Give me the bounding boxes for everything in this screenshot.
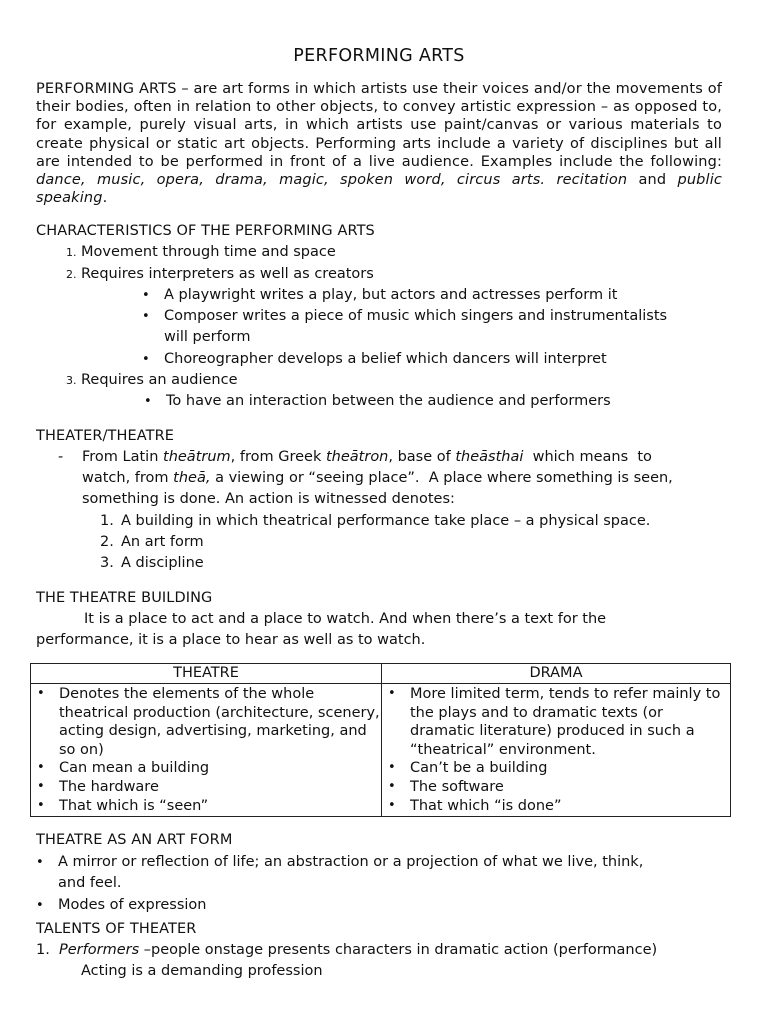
list-item-text: A discipline — [121, 555, 204, 571]
bullet-icon: • — [388, 760, 396, 776]
list-item — [66, 371, 238, 390]
greek-term: theātron — [325, 449, 389, 465]
dash-marker: - — [58, 449, 64, 465]
cell-text: The hardware — [59, 778, 159, 795]
list-item — [382, 759, 730, 778]
theatre-cell — [31, 684, 382, 817]
theater-line-1 — [82, 448, 652, 466]
building-line-2: performance, it is a place to hear as well as to watch. — [36, 632, 426, 648]
sub-list-item — [144, 392, 611, 411]
bullet-icon: • — [388, 778, 396, 794]
sub-list-item — [142, 307, 667, 326]
list-item-continuation: Acting is a demanding profession — [81, 963, 323, 979]
cell-text: Can mean a building — [59, 760, 210, 777]
list-item — [100, 554, 204, 572]
bullet-icon: • — [142, 352, 150, 367]
cell-text: That which “is done” — [410, 797, 562, 814]
list-item-text: A building in which theatrical performance take place – a physical space. — [121, 513, 651, 529]
list-item — [31, 759, 381, 778]
list-item — [100, 533, 204, 551]
greek-base-term: theāsthai — [455, 449, 524, 465]
list-item — [31, 685, 381, 759]
characteristics-heading: CHARACTERISTICS OF THE PERFORMING ARTS — [36, 223, 375, 239]
text-span: a viewing or “seeing place”. A place where something is seen, — [210, 470, 673, 486]
drama-cell — [382, 684, 731, 817]
page-title: PERFORMING ARTS — [293, 46, 465, 66]
theater-line-2 — [82, 469, 673, 487]
art-form-heading: THEATRE AS AN ART FORM — [36, 832, 233, 848]
table-header-row — [31, 664, 731, 684]
list-item — [382, 685, 730, 759]
sub-item-text: To have an interaction between the audience and performers — [166, 393, 611, 409]
intro-paragraph — [36, 80, 722, 207]
cell-text: Can’t be a building — [410, 760, 548, 777]
cell-text: More limited term, tends to refer mainly to the plays and to dramatic texts (or dramatic literature) produced in such a “theatrical” environment. — [410, 686, 721, 758]
cell-text: That which is “seen” — [59, 797, 209, 814]
bullet-icon: • — [144, 394, 152, 409]
sub-list-item — [142, 286, 617, 305]
list-number: 1. — [100, 513, 114, 529]
list-item-text: Movement through time and space — [81, 244, 336, 260]
list-item-text: –people onstage presents characters in dramatic action (performance) — [139, 942, 658, 958]
bullet-icon: • — [37, 778, 45, 794]
list-item-text: An art form — [121, 534, 204, 550]
sub-list-item — [142, 350, 607, 369]
theatre-list — [31, 685, 381, 815]
bullet-icon: • — [142, 309, 150, 324]
latin-term: theātrum — [163, 449, 231, 465]
list-item — [100, 512, 650, 530]
building-line-1: It is a place to act and a place to watch. And when there’s a text for the — [84, 611, 607, 627]
list-item-text: Requires an audience — [81, 372, 238, 388]
bullet-icon: • — [37, 797, 45, 813]
intro-and: and — [627, 172, 678, 189]
sub-item-text: Choreographer develops a belief which dancers will interpret — [164, 351, 607, 367]
list-number: 1. — [66, 246, 77, 259]
list-number: 2. — [100, 534, 114, 550]
bullet-icon: • — [142, 288, 150, 303]
cell-text: The software — [410, 778, 504, 795]
intro-lead: PERFORMING ARTS — [36, 81, 177, 97]
bullet-icon: • — [37, 760, 45, 776]
talents-heading: TALENTS OF THEATER — [36, 921, 197, 937]
bullet-icon: • — [388, 686, 396, 701]
sub-item-text: Composer writes a piece of music which singers and instrumentalists — [164, 308, 668, 324]
bullet-icon: • — [388, 797, 396, 813]
theater-line-3: something is done. An action is witnessed denotes: — [82, 491, 455, 507]
theatre-drama-table — [30, 663, 731, 817]
sub-item-continuation: will perform — [164, 329, 251, 345]
list-item — [36, 853, 643, 872]
list-number: 3. — [66, 374, 77, 387]
sub-item-text: A playwright writes a play, but actors and actresses perform it — [164, 287, 618, 303]
list-item-continuation: and feel. — [58, 875, 122, 891]
list-number: 2. — [66, 268, 77, 281]
cell-text: Denotes the elements of the whole theatrical production (architecture, scenery, acting design, advertising, marketing, and so on) — [59, 686, 380, 758]
list-item-text: Modes of expression — [58, 897, 207, 913]
bullet-icon: • — [36, 898, 44, 913]
text-span: watch, from — [82, 470, 174, 486]
list-item — [66, 265, 374, 284]
list-item-text: Requires interpreters as well as creators — [81, 266, 374, 282]
list-item — [66, 243, 336, 262]
intro-examples: dance, music, opera, drama, magic, spoken word, circus arts. recitation — [36, 172, 628, 189]
table-row — [31, 684, 731, 817]
intro-body: – are art forms in which artists use their voices and/or the movements of their bodies, often in relation to other objects, to convey artistic expression – as opposed to, for example, purely visual arts, in which artists use paint/canvas or various materials to create physical or static art objects. Performing arts include a variety of disciplines but all are intended to be performed in front of a live audience. Examples include the following: — [36, 81, 722, 170]
table-header-drama: DRAMA — [382, 664, 731, 684]
text-span: , base of — [388, 449, 456, 465]
intro-last-example: public speaking — [36, 172, 723, 207]
text-span: , from Greek — [230, 449, 326, 465]
list-item — [382, 797, 730, 816]
building-heading: THE THEATRE BUILDING — [36, 590, 213, 606]
table-header-theatre: THEATRE — [31, 664, 382, 684]
list-number: 1. — [36, 942, 50, 958]
list-item-text: A mirror or reflection of life; an abstraction or a projection of what we live, think, — [58, 854, 644, 870]
intro-end: . — [102, 190, 108, 207]
talent-term: Performers — [59, 942, 140, 958]
text-span: which means to — [523, 449, 652, 465]
list-item — [382, 778, 730, 797]
text-span: From Latin — [82, 449, 164, 465]
greek-term: theā, — [173, 470, 211, 486]
drama-list — [382, 685, 730, 815]
theater-heading: THEATER/THEATRE — [36, 428, 175, 444]
bullet-icon: • — [36, 855, 44, 870]
list-number: 3. — [100, 555, 114, 571]
list-item — [31, 778, 381, 797]
list-item — [36, 896, 206, 915]
list-item — [31, 797, 381, 816]
list-item — [36, 941, 657, 959]
bullet-icon: • — [37, 686, 45, 701]
